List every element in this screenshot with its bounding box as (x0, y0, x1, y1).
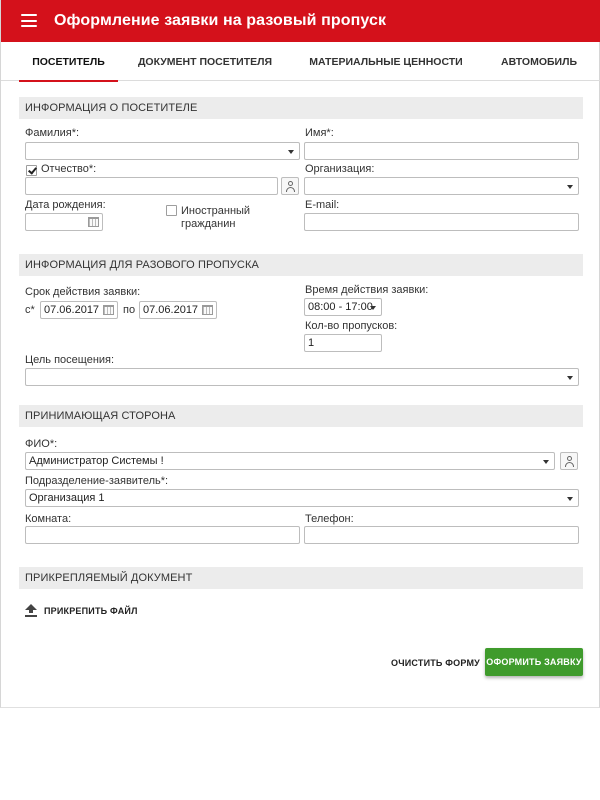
time-label: Время действия заявки: (305, 284, 429, 296)
purpose-select[interactable] (25, 368, 579, 386)
submit-request-button[interactable]: ОФОРМИТЬ ЗАЯВКУ (485, 648, 583, 676)
patronymic-input[interactable] (29, 178, 277, 194)
tab-car[interactable]: АВТОМОБИЛЬ (500, 56, 577, 68)
host-lookup-button[interactable] (560, 452, 578, 470)
phone-field[interactable] (304, 526, 579, 544)
tab-material-values[interactable]: МАТЕРИАЛЬНЫЕ ЦЕННОСТИ (309, 56, 463, 68)
date-to-field[interactable] (139, 301, 217, 319)
page-title: Оформление заявки на разовый пропуск (54, 12, 387, 29)
date-to-value: 07.06.2017 (143, 304, 199, 316)
foreigner-label-line1: Иностранный (181, 205, 251, 217)
time-value: 08:00 - 17:00 (308, 301, 373, 313)
section-visitor-info: ИНФОРМАЦИЯ О ПОСЕТИТЕЛЕ (19, 97, 583, 119)
section-pass-info: ИНФОРМАЦИЯ ДЛЯ РАЗОВОГО ПРОПУСКА (19, 254, 583, 276)
birthdate-field[interactable] (25, 213, 103, 231)
organization-select[interactable] (304, 177, 579, 195)
visitor-lookup-button[interactable] (281, 177, 299, 195)
fio-label: ФИО*: (25, 438, 58, 450)
date-from-field[interactable] (40, 301, 118, 319)
calendar-icon[interactable] (202, 305, 213, 315)
calendar-icon[interactable] (88, 217, 99, 227)
surname-select[interactable] (25, 142, 300, 160)
foreigner-checkbox[interactable] (166, 205, 177, 216)
name-label: Имя*: (305, 127, 334, 139)
clear-form-button[interactable]: ОЧИСТИТЬ ФОРМУ (391, 658, 480, 668)
hamburger-menu-icon[interactable] (21, 14, 37, 27)
patronymic-field[interactable] (25, 177, 278, 195)
email-input[interactable] (308, 214, 578, 230)
section-host: ПРИНИМАЮЩАЯ СТОРОНА (19, 405, 583, 427)
organization-label: Организация: (305, 163, 375, 175)
count-label: Кол-во пропусков: (305, 320, 398, 332)
user-icon (288, 181, 293, 186)
to-label: по (123, 304, 136, 316)
count-input[interactable] (308, 335, 381, 351)
department-label: Подразделение-заявитель*: (25, 475, 169, 487)
department-value: Организация 1 (29, 492, 105, 504)
phone-label: Телефон: (305, 513, 354, 525)
department-select[interactable] (25, 489, 579, 507)
calendar-icon[interactable] (103, 305, 114, 315)
upload-icon[interactable] (25, 604, 37, 617)
phone-input[interactable] (308, 527, 578, 543)
period-label: Срок действия заявки: (25, 286, 141, 298)
email-label: E-mail: (305, 199, 340, 211)
email-field[interactable] (304, 213, 579, 231)
from-label: с* (25, 304, 35, 316)
fio-select[interactable] (25, 452, 555, 470)
patronymic-label: Отчество*: (41, 163, 97, 175)
birthdate-label: Дата рождения: (25, 199, 106, 211)
attach-file-button[interactable]: ПРИКРЕПИТЬ ФАЙЛ (44, 606, 138, 616)
patronymic-checkbox[interactable] (26, 165, 37, 176)
tab-visitor[interactable]: ПОСЕТИТЕЛЬ (19, 42, 118, 81)
foreigner-label-line2: гражданин (181, 218, 236, 230)
header-bar (1, 0, 600, 42)
name-field[interactable] (304, 142, 579, 160)
section-attachment: ПРИКРЕПЛЯЕМЫЙ ДОКУМЕНТ (19, 567, 583, 589)
user-icon (567, 456, 572, 461)
count-field[interactable] (304, 334, 382, 352)
tab-visitor-document[interactable]: ДОКУМЕНТ ПОСЕТИТЕЛЯ (137, 56, 273, 68)
tab-bar (1, 42, 600, 81)
date-from-value: 07.06.2017 (44, 304, 100, 316)
room-input[interactable] (29, 527, 299, 543)
fio-value: Администратор Системы ! (29, 455, 164, 467)
surname-label: Фамилия*: (25, 127, 80, 139)
name-input[interactable] (308, 143, 578, 159)
purpose-label: Цель посещения: (25, 354, 115, 366)
room-label: Комната: (25, 513, 72, 525)
time-select[interactable] (304, 298, 382, 316)
room-field[interactable] (25, 526, 300, 544)
